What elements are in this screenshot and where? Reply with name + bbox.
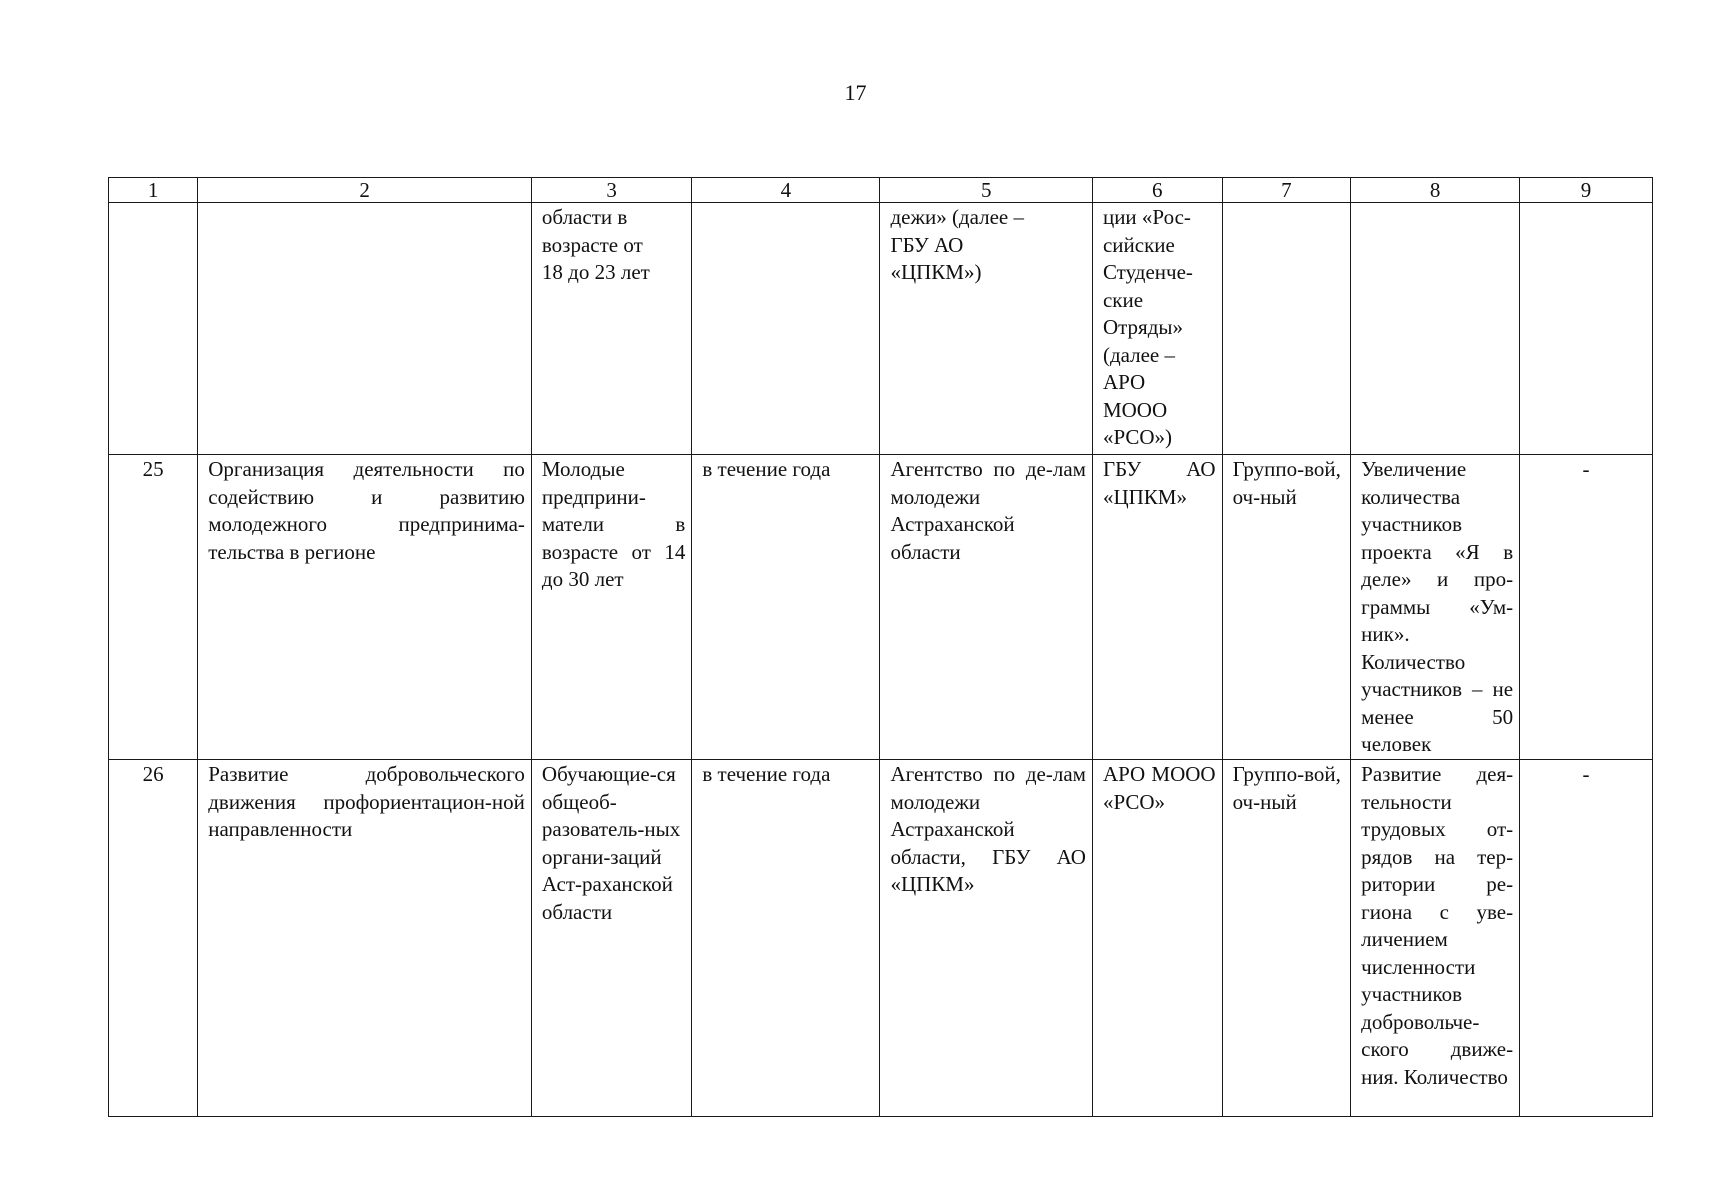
cell-format bbox=[1222, 203, 1351, 455]
cell-number: 26 bbox=[109, 760, 198, 1117]
cell-participants: Молодые предприни-матели в возрасте от 14 до 30 лет bbox=[531, 455, 691, 760]
col-header-7: 7 bbox=[1222, 178, 1351, 203]
cell-number: 25 bbox=[109, 455, 198, 760]
cell-result: Развитие дея-тельности трудовых от-рядов на тер-ритории ре-гиона с уве-личением численности участников добровольче-ского движе-ния. Количество bbox=[1351, 760, 1520, 1117]
col-header-9: 9 bbox=[1520, 178, 1653, 203]
table-row bbox=[109, 455, 1653, 760]
cell-partners: АРО МООО «РСО» bbox=[1092, 760, 1222, 1117]
table-row bbox=[109, 760, 1653, 1117]
col-header-4: 4 bbox=[692, 178, 880, 203]
cell-partners: ции «Рос- сийские Студенче- ские Отряды» (далее – АРО МООО «РСО») bbox=[1092, 203, 1222, 455]
col-header-8: 8 bbox=[1351, 178, 1520, 203]
cell-period bbox=[692, 203, 880, 455]
cell-organizer: Агентство по де-лам молодежи Астраханской области, ГБУ АО «ЦПКМ» bbox=[880, 760, 1093, 1117]
table-row bbox=[109, 203, 1653, 455]
cell-event: Организация деятельности по содействию и развитию молодежного предпринима-тельства в регионе bbox=[198, 455, 532, 760]
cell-event: Развитие добровольческого движения профориентацион-ной направленности bbox=[198, 760, 532, 1117]
col-header-2: 2 bbox=[198, 178, 532, 203]
page-number: 17 bbox=[844, 80, 867, 105]
col-header-1: 1 bbox=[109, 178, 198, 203]
cell-note: - bbox=[1520, 455, 1653, 760]
cell-partners: ГБУ АО «ЦПКМ» bbox=[1092, 455, 1222, 760]
col-header-5: 5 bbox=[880, 178, 1093, 203]
cell-period: в течение года bbox=[692, 760, 880, 1117]
cell-number bbox=[109, 203, 198, 455]
col-header-6: 6 bbox=[1092, 178, 1222, 203]
cell-participants: области в возрасте от 18 до 23 лет bbox=[531, 203, 691, 455]
cell-note: - bbox=[1520, 760, 1653, 1117]
cell-result bbox=[1351, 203, 1520, 455]
cell-organizer: Агентство по де-лам молодежи Астраханской области bbox=[880, 455, 1093, 760]
col-header-3: 3 bbox=[531, 178, 691, 203]
cell-participants: Обучающие-ся общеоб-разователь-ных органи-заций Аст-раханской области bbox=[531, 760, 691, 1117]
cell-format: Группо-вой, оч-ный bbox=[1222, 455, 1351, 760]
cell-organizer: дежи» (далее – ГБУ АО «ЦПКМ») bbox=[880, 203, 1093, 455]
cell-period: в течение года bbox=[692, 455, 880, 760]
cell-format: Группо-вой, оч-ный bbox=[1222, 760, 1351, 1117]
events-table bbox=[108, 177, 1653, 1117]
header-row bbox=[109, 178, 1653, 203]
cell-event bbox=[198, 203, 532, 455]
cell-note bbox=[1520, 203, 1653, 455]
cell-result: Увеличение количества участников проекта «Я в деле» и про-граммы «Ум-ник». Количество участников – не менее 50 человек bbox=[1351, 455, 1520, 760]
